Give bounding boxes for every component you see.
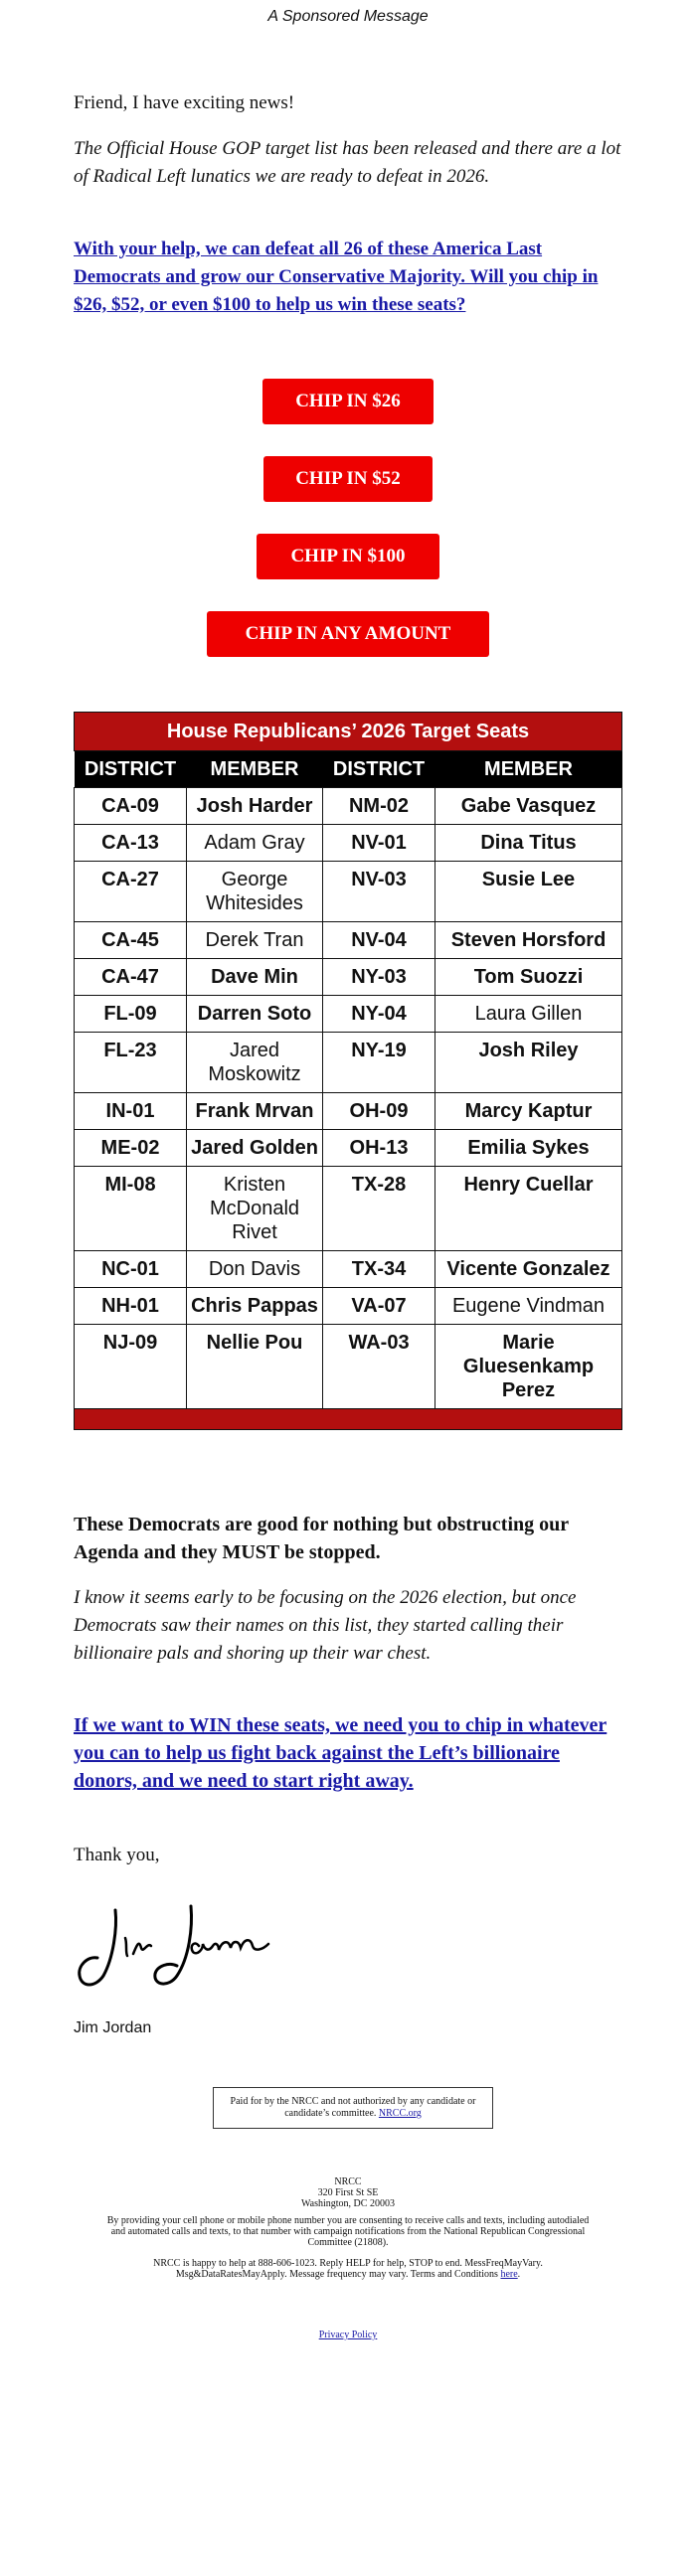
district-cell: CA-47: [75, 959, 187, 996]
intro-paragraph: The Official House GOP target list has been released and there are a lot of Radical Left lunatics we are ready to defeat in 2026.: [74, 138, 621, 187]
member-cell: Marcy Kaptur: [435, 1093, 622, 1130]
closing-ask-link[interactable]: If we want to WIN these seats, we need you to chip in whatever you can to help us fight back against the Left’s billionaire donors, and we need to start right away.: [74, 1714, 608, 1792]
district-cell: NY-04: [323, 996, 435, 1033]
member-cell: Adam Gray: [187, 825, 323, 862]
signer-name: Jim Jordan: [74, 2019, 152, 2036]
city-address: Washington, DC 20003: [301, 2198, 395, 2209]
table-row: [75, 959, 622, 996]
member-cell: Josh Riley: [435, 1033, 622, 1093]
table-caption: House Republicans’ 2026 Target Seats: [75, 713, 622, 751]
district-cell: WA-03: [323, 1325, 435, 1409]
sponsored-label: A Sponsored Message: [267, 8, 429, 25]
district-cell: TX-28: [323, 1167, 435, 1251]
district-cell: NY-19: [323, 1033, 435, 1093]
district-cell: NY-03: [323, 959, 435, 996]
org-name: NRCC: [334, 2176, 362, 2187]
column-header-district: DISTRICT: [323, 751, 435, 788]
terms-link[interactable]: here: [500, 2269, 518, 2280]
district-cell: FL-23: [75, 1033, 187, 1093]
district-cell: NV-04: [323, 922, 435, 959]
district-cell: OH-09: [323, 1093, 435, 1130]
member-cell: Emilia Sykes: [435, 1130, 622, 1167]
district-cell: CA-09: [75, 788, 187, 825]
member-cell: Dina Titus: [435, 825, 622, 862]
member-cell: Eugene Vindman: [435, 1288, 622, 1325]
table-row: [75, 1167, 622, 1251]
member-cell: Marie Gluesenkamp Perez: [435, 1325, 622, 1409]
chip-in-any-amount-button[interactable]: CHIP IN ANY AMOUNT: [207, 611, 489, 657]
street-address: 320 First St SE: [317, 2187, 379, 2198]
target-seats-table: [74, 712, 622, 1430]
district-cell: OH-13: [323, 1130, 435, 1167]
paid-for-disclaimer: [213, 2087, 493, 2129]
district-cell: NM-02: [323, 788, 435, 825]
table-row: [75, 1251, 622, 1288]
member-cell: Jared Golden: [187, 1130, 323, 1167]
signature-image: [74, 1888, 292, 1998]
member-cell: Josh Harder: [187, 788, 323, 825]
member-cell: Steven Horsford: [435, 922, 622, 959]
member-cell: Dave Min: [187, 959, 323, 996]
privacy-policy-link[interactable]: Privacy Policy: [318, 2330, 378, 2340]
column-header-member: MEMBER: [187, 751, 323, 788]
closing-bold-paragraph: These Democrats are good for nothing but obstructing our Agenda and they MUST be stopped.: [74, 1514, 569, 1563]
member-cell: Vicente Gonzalez: [435, 1251, 622, 1288]
member-cell: Laura Gillen: [435, 996, 622, 1033]
chip-in-100-button[interactable]: CHIP IN $100: [257, 534, 439, 579]
district-cell: TX-34: [323, 1251, 435, 1288]
greeting: Friend, I have exciting news!: [74, 92, 295, 113]
thanks-line: Thank you,: [74, 1845, 160, 1865]
closing-italic-paragraph: I know it seems early to be focusing on the 2026 election, but once Democrats saw their names on this list, they started calling their billionaire pals and shoring up their war chest.: [74, 1587, 577, 1664]
member-cell: Henry Cuellar: [435, 1167, 622, 1251]
table-footer-bar: [75, 1409, 622, 1430]
member-cell: Gabe Vasquez: [435, 788, 622, 825]
member-cell: Susie Lee: [435, 862, 622, 922]
table-row: [75, 1130, 622, 1167]
member-cell: George Whitesides: [187, 862, 323, 922]
member-cell: Jared Moskowitz: [187, 1033, 323, 1093]
member-cell: Frank Mrvan: [187, 1093, 323, 1130]
table-row: [75, 1325, 622, 1409]
table-row: [75, 996, 622, 1033]
disclaimer-text: Paid for by the NRCC and not authorized by any candidate or candidate’s committee.: [230, 2096, 476, 2119]
member-cell: Kristen McDonald Rivet: [187, 1167, 323, 1251]
column-header-member: MEMBER: [435, 751, 622, 788]
member-cell: Don Davis: [187, 1251, 323, 1288]
member-cell: Tom Suozzi: [435, 959, 622, 996]
district-cell: NV-01: [323, 825, 435, 862]
table-row: [75, 1033, 622, 1093]
table-row: [75, 1288, 622, 1325]
district-cell: NV-03: [323, 862, 435, 922]
district-cell: NC-01: [75, 1251, 187, 1288]
table-row: [75, 1093, 622, 1130]
district-cell: FL-09: [75, 996, 187, 1033]
sms-help-text: NRCC is happy to help at 888-606-1023. Reply HELP for help, STOP to end. MessFreqMayVary. Msg&DataRatesMayApply. Message frequency may vary. Terms and Conditions: [153, 2258, 543, 2280]
district-cell: MI-08: [75, 1167, 187, 1251]
district-cell: ME-02: [75, 1130, 187, 1167]
table-row: [75, 862, 622, 922]
district-cell: NH-01: [75, 1288, 187, 1325]
member-cell: Darren Soto: [187, 996, 323, 1033]
member-cell: Nellie Pou: [187, 1325, 323, 1409]
privacy-footer: [0, 2330, 696, 2340]
chip-in-52-button[interactable]: CHIP IN $52: [263, 456, 433, 502]
district-cell: NJ-09: [75, 1325, 187, 1409]
column-header-district: DISTRICT: [75, 751, 187, 788]
district-cell: CA-27: [75, 862, 187, 922]
nrcc-link[interactable]: NRCC.org: [378, 2108, 422, 2119]
district-cell: CA-45: [75, 922, 187, 959]
sms-consent-text: By providing your cell phone or mobile phone number you are consenting to receive calls and texts, including autodialed and automated calls and texts, to that number with campaign notifications from the National Republican Congressional Committee (21808).: [106, 2215, 590, 2248]
district-cell: VA-07: [323, 1288, 435, 1325]
donation-ask-link[interactable]: With your help, we can defeat all 26 of these America Last Democrats and grow our Conservative Majority. Will you chip in $26, $52, or even $100 to help us win these seats?: [74, 239, 599, 315]
mailing-address: [99, 2176, 597, 2209]
district-cell: IN-01: [75, 1093, 187, 1130]
chip-in-26-button[interactable]: CHIP IN $26: [262, 379, 434, 424]
district-cell: CA-13: [75, 825, 187, 862]
member-cell: Chris Pappas: [187, 1288, 323, 1325]
member-cell: Derek Tran: [187, 922, 323, 959]
table-row: [75, 922, 622, 959]
table-row: [75, 825, 622, 862]
table-row: [75, 788, 622, 825]
sms-help-block: NRCC is happy to help at 888-606-1023. Reply HELP for help, STOP to end. MessFreqMayVary. Msg&DataRatesMayApply. Message frequency may vary. Terms and Conditions here.: [153, 2258, 543, 2280]
